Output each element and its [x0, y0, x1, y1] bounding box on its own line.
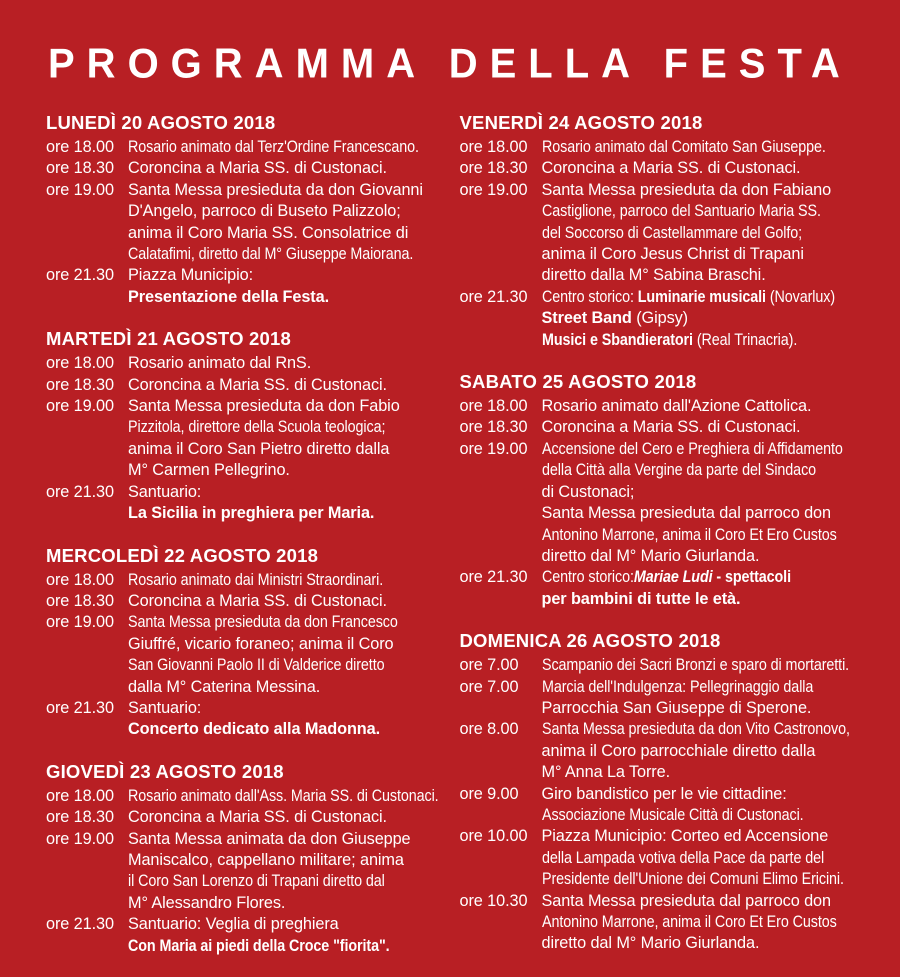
event-time: ore 9.00: [459, 784, 519, 803]
description-line: [128, 460, 442, 481]
day-section: [46, 761, 442, 957]
event-row: [460, 719, 856, 783]
text-segment: anima il Coro Maria SS. Consolatrice di: [128, 223, 409, 242]
text-segment: Santa Messa presieduta dal parroco don: [541, 891, 831, 910]
description-line: [128, 914, 442, 935]
text-segment: Piazza Municipio: Corteo ed Accensione: [541, 827, 829, 846]
description-line: [541, 848, 824, 869]
text-segment: per bambini di tutte le età.: [541, 589, 741, 608]
text-segment: M° Anna La Torre.: [541, 763, 671, 782]
text-segment: Associazione Musicale Città di Custonaci.: [541, 805, 804, 824]
event-description: [542, 396, 856, 417]
description-line: [542, 265, 856, 286]
event-description: [542, 137, 856, 158]
event-description: [542, 417, 856, 438]
description-line: [541, 525, 837, 546]
event-row: [460, 180, 856, 287]
event-time: ore 19.00: [46, 397, 114, 416]
event-time: ore 18.30: [46, 159, 114, 178]
text-segment: San Giovanni Paolo II di Valderice diretto: [128, 656, 385, 675]
event-row: [46, 265, 442, 308]
text-segment: della Lampada votiva della Pace da parte del: [541, 848, 824, 867]
text-segment: Rosario animato dal Comitato San Giuseppe.: [541, 138, 826, 156]
description-line: [128, 893, 442, 914]
event-row: [46, 180, 442, 266]
description-line: [542, 417, 856, 438]
text-segment: Scampanio dei Sacri Bronzi e sparo di mortaretti.: [541, 656, 849, 675]
event-description: [128, 375, 442, 396]
event-description: [128, 180, 442, 266]
event-description: [542, 180, 856, 287]
description-line: [128, 634, 442, 655]
day-header: SABATO 25 AGOSTO 2018: [459, 371, 697, 393]
event-description: [542, 719, 856, 783]
description-line: [128, 265, 442, 286]
text-segment: Presentazione della Festa.: [128, 287, 329, 306]
description-line: [128, 353, 442, 374]
description-line: [541, 719, 850, 740]
event-time: ore 18.00: [459, 138, 528, 156]
text-segment: Coroncina a Maria SS. di Custonaci.: [128, 808, 387, 827]
description-line: [542, 741, 856, 762]
text-segment: Accensione del Cero e Preghiera di Affidamento: [541, 439, 843, 458]
event-description: [542, 158, 856, 179]
description-line: [542, 891, 856, 912]
event-time: ore 18.00: [46, 570, 114, 589]
event-time: ore 18.30: [459, 418, 528, 437]
text-segment: Rosario animato dal RnS.: [128, 354, 312, 373]
day-section: [46, 545, 442, 741]
description-line: [128, 180, 442, 201]
day-section: [460, 630, 856, 955]
day-section: [46, 328, 442, 524]
event-description: [128, 829, 442, 915]
event-description: [128, 612, 442, 698]
description-line: [542, 330, 818, 351]
description-line: [542, 180, 856, 201]
event-time: ore 21.30: [46, 266, 114, 285]
text-segment: Coroncina a Maria SS. di Custonaci.: [128, 375, 387, 394]
event-row: [460, 677, 856, 720]
description-line: [541, 287, 835, 308]
description-line: [542, 826, 856, 847]
description-line: [542, 482, 856, 503]
text-segment: Con Maria ai piedi della Croce "fiorita".: [128, 936, 390, 955]
event-description: [128, 137, 442, 158]
event-time: ore 19.00: [46, 180, 114, 199]
event-time: ore 21.30: [46, 915, 114, 934]
text-segment: diretto dalla M° Sabina Braschi.: [541, 266, 766, 285]
text-segment: Giro bandistico per le vie cittadine:: [541, 784, 787, 803]
event-row: [46, 786, 442, 807]
event-description: [542, 891, 856, 955]
text-segment: del Soccorso di Castellammare del Golfo;: [541, 223, 802, 242]
text-segment: Street Band: [541, 309, 632, 328]
description-line: [542, 223, 818, 244]
event-row: [460, 396, 856, 417]
description-line: [128, 244, 414, 265]
description-line: [542, 805, 818, 826]
event-row: [46, 591, 442, 612]
text-segment: Pizzitola, direttore della Scuola teologica;: [128, 418, 386, 437]
event-time: ore 18.00: [46, 786, 114, 805]
text-segment: Parrocchia San Giuseppe di Sperone.: [541, 698, 812, 717]
event-time: ore 8.00: [459, 720, 519, 739]
event-row: [460, 655, 856, 676]
text-segment: Antonino Marrone, anima il Coro Et Ero Custos: [541, 913, 837, 931]
description-line: [128, 850, 442, 871]
text-segment: Musici e Sbandieratori: [541, 330, 693, 349]
text-segment: Santa Messa presieduta da don Fabio: [128, 397, 400, 416]
event-row: [46, 698, 442, 741]
text-segment: Luminarie musicali: [637, 287, 766, 306]
text-segment: Mariae Ludi: [633, 568, 712, 587]
event-row: [460, 137, 856, 158]
text-segment: dalla M° Caterina Messina.: [128, 677, 321, 696]
description-line: [541, 137, 826, 158]
description-line: [128, 201, 442, 222]
event-time: ore 18.30: [46, 375, 114, 394]
day-section: [46, 112, 442, 308]
text-segment: Santa Messa presieduta dal parroco don: [541, 504, 831, 523]
event-time: ore 10.00: [459, 827, 528, 846]
description-line: [542, 762, 856, 783]
text-segment: (Real Trinacria).: [692, 330, 797, 349]
day-header: LUNEDÌ 20 AGOSTO 2018: [46, 112, 276, 133]
text-segment: Marcia dell'Indulgenza: Pellegrinaggio dalla: [541, 677, 813, 696]
text-segment: (Gipsy): [631, 309, 688, 328]
event-row: [46, 375, 442, 396]
text-segment: Rosario animato dal Terz'Ordine Francescano.: [128, 138, 419, 156]
text-segment: Centro storico:: [541, 287, 638, 306]
day-header: VENERDÌ 24 AGOSTO 2018: [459, 112, 703, 133]
event-row: [460, 891, 856, 955]
description-line: [128, 287, 442, 308]
event-time: ore 18.00: [46, 354, 114, 373]
event-description: [128, 591, 442, 612]
event-time: ore 18.30: [46, 808, 114, 827]
event-description: [542, 655, 856, 676]
text-segment: D'Angelo, parroco di Buseto Palizzolo;: [128, 202, 401, 221]
description-line: [128, 829, 442, 850]
description-line: [128, 807, 442, 828]
text-segment: anima il Coro parrocchiale diretto dalla: [541, 741, 816, 760]
schedule-column: [460, 112, 856, 977]
event-row: [460, 287, 856, 351]
event-time: ore 19.00: [46, 613, 114, 632]
text-segment: Santuario:: [128, 698, 202, 717]
day-header: MARTEDÌ 21 AGOSTO 2018: [46, 328, 291, 350]
description-line: [542, 503, 856, 524]
description-line: [542, 698, 856, 719]
text-segment: Santa Messa presieduta da don Giovanni: [128, 180, 423, 199]
day-header: GIOVEDÌ 23 AGOSTO 2018: [46, 760, 284, 782]
text-segment: Coroncina a Maria SS. di Custonaci.: [541, 418, 801, 437]
description-line: [128, 786, 439, 807]
event-description: [128, 914, 442, 957]
event-description: [128, 158, 442, 179]
event-description: [542, 826, 856, 890]
description-line: [128, 655, 404, 676]
event-row: [460, 158, 856, 179]
text-segment: Giuffré, vicario foraneo; anima il Coro: [128, 634, 394, 653]
event-row: [46, 137, 442, 158]
description-line: [128, 570, 404, 591]
text-segment: Presidente dell'Unione dei Comuni Elimo Ericini.: [541, 870, 844, 889]
event-description: [128, 698, 442, 741]
event-time: ore 19.00: [46, 829, 114, 848]
text-segment: Centro storico:: [541, 568, 634, 587]
event-row: [46, 807, 442, 828]
text-segment: Rosario animato dall'Ass. Maria SS. di Custonaci.: [128, 786, 439, 805]
event-row: [46, 158, 442, 179]
page-title: PROGRAMMA DELLA FESTA: [48, 41, 852, 87]
description-line: [542, 244, 856, 265]
text-segment: (Novarlux): [765, 287, 835, 306]
event-description: [542, 784, 856, 827]
description-line: [128, 158, 442, 179]
description-line: [542, 546, 856, 567]
description-line: [541, 869, 844, 890]
description-line: [128, 719, 442, 740]
description-line: [542, 308, 856, 329]
event-description: [128, 570, 442, 591]
text-segment: Santuario: Veglia di preghiera: [128, 915, 339, 934]
event-row: [46, 482, 442, 525]
text-segment: anima il Coro San Pietro diretto dalla: [128, 439, 390, 458]
event-row: [46, 353, 442, 374]
description-line: [542, 396, 856, 417]
text-segment: - spettacoli: [712, 568, 791, 587]
description-line: [128, 439, 442, 460]
event-row: [460, 567, 856, 610]
text-segment: della Città alla Vergine da parte del Sindaco: [541, 461, 816, 480]
text-segment: Antonino Marrone, anima il Coro Et Ero Custos: [541, 525, 837, 544]
event-time: ore 7.00: [459, 656, 519, 675]
description-line: [541, 439, 843, 460]
text-segment: Castiglione, parroco del Santuario Maria SS.: [541, 202, 821, 221]
event-time: ore 21.30: [459, 568, 528, 587]
day-section: [460, 371, 856, 610]
event-time: ore 10.30: [459, 891, 528, 910]
event-time: ore 18.30: [459, 159, 528, 178]
event-row: [460, 417, 856, 438]
description-line: [542, 567, 818, 588]
event-time: ore 18.30: [46, 591, 114, 610]
event-description: [128, 353, 442, 374]
description-line: [128, 698, 442, 719]
text-segment: Piazza Municipio:: [128, 266, 253, 285]
text-segment: Santa Messa presieduta da don Francesco: [128, 613, 398, 632]
description-line: [128, 677, 442, 698]
event-row: [460, 439, 856, 567]
description-line: [128, 612, 404, 633]
day-header: MERCOLEDÌ 22 AGOSTO 2018: [46, 544, 319, 566]
description-line: [128, 396, 442, 417]
description-line: [542, 933, 856, 954]
event-row: [46, 570, 442, 591]
text-segment: diretto dal M° Mario Giurlanda.: [541, 934, 760, 953]
text-segment: Calatafimi, diretto dal M° Giuseppe Maiorana.: [128, 245, 414, 264]
description-line: [541, 201, 821, 222]
event-description: [128, 482, 442, 525]
description-line: [542, 460, 818, 481]
description-line: [128, 137, 419, 158]
description-line: [128, 936, 404, 957]
event-time: ore 7.00: [459, 677, 519, 696]
event-description: [128, 786, 442, 807]
schedule-columns: [46, 112, 855, 977]
text-segment: Santa Messa animata da don Giuseppe: [128, 829, 411, 848]
event-description: [128, 265, 442, 308]
event-time: ore 21.30: [46, 698, 114, 717]
description-line: [128, 223, 442, 244]
text-segment: anima il Coro Jesus Christ di Trapani: [541, 245, 804, 264]
text-segment: Coroncina a Maria SS. di Custonaci.: [128, 159, 387, 178]
text-segment: diretto dal M° Mario Giurlanda.: [541, 546, 760, 565]
description-line: [128, 871, 404, 892]
event-row: [46, 914, 442, 957]
text-segment: Coroncina a Maria SS. di Custonaci.: [541, 159, 801, 178]
event-row: [460, 784, 856, 827]
text-segment: Coroncina a Maria SS. di Custonaci.: [128, 591, 387, 610]
event-time: ore 18.00: [459, 397, 528, 416]
event-description: [128, 807, 442, 828]
description-line: [128, 503, 442, 524]
description-line: [541, 912, 837, 933]
event-row: [46, 829, 442, 915]
text-segment: La Sicilia in preghiera per Maria.: [128, 504, 375, 523]
description-line: [541, 655, 849, 676]
text-segment: Maniscalco, cappellano militare; anima: [128, 850, 404, 869]
event-time: ore 21.30: [46, 482, 114, 501]
text-segment: M° Carmen Pellegrino.: [128, 461, 290, 480]
event-row: [460, 826, 856, 890]
description-line: [542, 589, 856, 610]
text-segment: Concerto dedicato alla Madonna.: [128, 720, 381, 739]
event-row: [46, 612, 442, 698]
schedule-column: [46, 112, 442, 977]
text-segment: il Coro San Lorenzo di Trapani diretto dal: [128, 872, 385, 891]
text-segment: M° Alessandro Flores.: [128, 893, 286, 912]
event-description: [542, 439, 856, 567]
description-line: [128, 375, 442, 396]
event-time: ore 19.00: [459, 439, 528, 458]
event-description: [542, 287, 856, 351]
text-segment: Rosario animato dai Ministri Straordinari.: [128, 570, 384, 589]
description-line: [128, 591, 442, 612]
event-description: [542, 677, 856, 720]
text-segment: Santa Messa presieduta da don Vito Castronovo,: [541, 720, 850, 739]
event-time: ore 19.00: [459, 180, 528, 199]
description-line: [542, 784, 856, 805]
description-line: [128, 417, 404, 438]
description-line: [542, 677, 818, 698]
day-section: [460, 112, 856, 351]
event-row: [46, 396, 442, 482]
description-line: [542, 158, 856, 179]
event-time: ore 18.00: [46, 138, 114, 156]
event-description: [542, 567, 856, 610]
text-segment: Santuario:: [128, 482, 202, 501]
text-segment: Rosario animato dall'Azione Cattolica.: [541, 397, 812, 416]
event-time: ore 21.30: [459, 287, 528, 306]
event-description: [128, 396, 442, 482]
description-line: [128, 482, 442, 503]
text-segment: Santa Messa presieduta da don Fabiano: [541, 180, 832, 199]
day-header: DOMENICA 26 AGOSTO 2018: [459, 630, 721, 652]
text-segment: di Custonaci;: [541, 482, 635, 501]
